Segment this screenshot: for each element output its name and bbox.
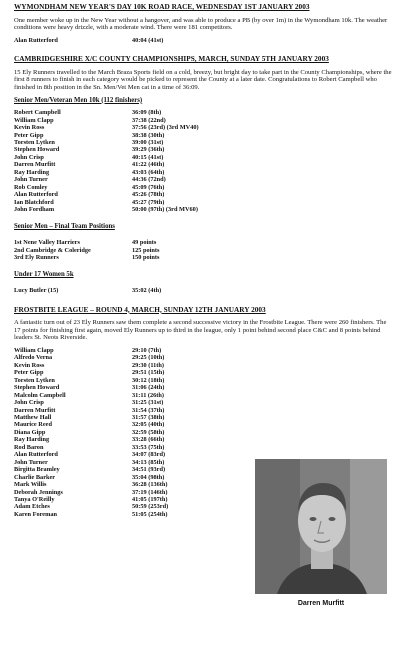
runner-time: 31:06 (24th) <box>132 384 165 392</box>
runner-time: 29:51 (15th) <box>132 369 165 377</box>
runner-name: Alan Rutterford <box>14 451 58 459</box>
runner-name: John Crisp <box>14 399 44 407</box>
runner-name: Darren Murfitt <box>14 406 56 414</box>
result-row <box>14 369 392 376</box>
result-row <box>14 436 392 443</box>
section-title-wymondham: WYMONDHAM NEW YEAR'S DAY 10K ROAD RACE, WEDNESDAY 1ST JANUARY 2003 <box>14 2 310 11</box>
result-row <box>14 399 392 406</box>
section-title-county-xc: CAMBRIDGESHIRE X/C COUNTY CHAMPIONSHIPS, MARCH, SUNDAY 5TH JANUARY 2003 <box>14 54 329 64</box>
runner-name: Torsten Lytken <box>14 376 55 384</box>
result-row <box>14 161 392 168</box>
runner-name: Ray Harding <box>14 168 50 176</box>
result-row <box>14 451 392 458</box>
runner-name: Kevin Ross <box>14 361 45 369</box>
runner-name: Adam Etches <box>14 503 50 511</box>
runner-name: Peter Gipp <box>14 369 44 377</box>
result-row <box>14 407 392 414</box>
runner-time: 125 points <box>132 246 160 254</box>
runner-name: John Turner <box>14 176 48 184</box>
result-row <box>14 414 392 421</box>
runner-name: Lucy Butler (15) <box>14 287 59 295</box>
result-row <box>14 354 392 361</box>
runner-photo-block <box>255 459 387 608</box>
result-row <box>14 139 392 146</box>
runner-time: 31:11 (26th) <box>132 391 165 399</box>
result-row <box>14 254 392 261</box>
runner-time: 45:09 (76th) <box>132 183 165 191</box>
runner-name: Stephen Howard <box>14 384 60 392</box>
result-row <box>14 199 392 206</box>
runner-time: 31:25 (31st) <box>132 399 164 407</box>
runner-time: 34:13 (85th) <box>132 458 165 466</box>
subheading-team-positions: Senior Men – Final Team Positions <box>14 222 115 230</box>
result-row <box>14 384 392 391</box>
result-row <box>14 176 392 183</box>
runner-name: 3rd Ely Runners <box>14 254 59 262</box>
subheading-senior-men: Senior Men/Veteran Men 10k (112 finishers) <box>14 96 143 104</box>
runner-time: 32:59 (58th) <box>132 428 165 436</box>
runner-name: Ian Blatchford <box>14 198 54 206</box>
runner-time: 37:56 (23rd) (3rd MV40) <box>132 124 199 132</box>
results-list-senior <box>14 109 392 213</box>
runner-time: 29:30 (11th) <box>132 361 165 369</box>
newsletter-page <box>14 3 392 518</box>
runner-time: 34:07 (83rd) <box>132 451 166 459</box>
runner-time: 39:00 (31st) <box>132 139 164 147</box>
runner-time: 32:05 (40th) <box>132 421 165 429</box>
runner-time: 29:10 (7th) <box>132 346 162 354</box>
runner-time: 49 points <box>132 239 157 247</box>
result-row <box>14 184 392 191</box>
runner-time: 45:27 (79th) <box>132 198 165 206</box>
runner-name: Robert Campbell <box>14 109 61 117</box>
runner-name: Torsten Lytken <box>14 139 55 147</box>
result-row <box>14 429 392 436</box>
runner-time: 50:00 (97th) (3rd MV60) <box>132 206 198 214</box>
runner-name: Tanya O'Reilly <box>14 495 55 503</box>
runner-name: Darren Murfitt <box>14 161 56 169</box>
runner-time: 39:29 (36th) <box>132 146 165 154</box>
runner-time: 30:12 (18th) <box>132 376 165 384</box>
runner-name: William Clapp <box>14 116 54 124</box>
runner-time: 33:53 (75th) <box>132 443 165 451</box>
section-paragraph-county-xc: 15 Ely Runners travelled to the March Braza Sports field on a cold, breezy, but bright day to take part in the County Championships, where the first 8 runners to finish in each category would be picked to represent the County at a later date. Congratulations to Robert Campbell who finished in 8th position in the Sn. Men/Vet Men cat in a time of 36:09. <box>14 68 392 92</box>
runner-time: 31:57 (38th) <box>132 414 165 421</box>
section-title-frostbite: FROSTBITE LEAGUE – ROUND 4, MARCH, SUNDAY 12TH JANUARY 2003 <box>14 304 266 314</box>
runner-time: 41:22 (46th) <box>132 161 165 169</box>
runner-time: 43:03 (64th) <box>132 168 165 176</box>
runner-name: Alfredo Verna <box>14 354 53 362</box>
result-row <box>14 377 392 384</box>
runner-time: 36:09 (8th) <box>132 109 162 117</box>
result-row <box>14 191 392 198</box>
result-row <box>14 37 392 44</box>
result-row <box>14 132 392 139</box>
result-row <box>14 206 392 213</box>
result-row <box>14 247 392 254</box>
runner-name: Rob Comley <box>14 183 48 191</box>
runner-name: Mark Willis <box>14 481 47 489</box>
result-row <box>14 421 392 428</box>
runner-name: John Turner <box>14 458 48 466</box>
section-paragraph-wymondham: One member woke up in the New Year without a hangover, and was able to produce a PB (by over 1m) in the Wymondham 10k. The weather conditions were heavy drizzle, with a moderate wind. There were 181 competitors. <box>14 16 388 32</box>
runner-name: Deborah Jennings <box>14 488 63 496</box>
runner-name: John Fordham <box>14 206 55 214</box>
runner-name: William Clapp <box>14 346 54 354</box>
result-row <box>14 287 392 294</box>
runner-name: Kevin Ross <box>14 124 45 132</box>
runner-name: Rod Baron <box>14 443 44 451</box>
runner-name: Alan Rutterford <box>14 191 58 199</box>
runner-name: Malcolm Campbell <box>14 391 66 399</box>
result-row <box>14 444 392 451</box>
result-row <box>14 392 392 399</box>
runner-name: Charlie Barker <box>14 473 56 481</box>
result-row <box>14 154 392 161</box>
runner-time: 35:04 (98th) <box>132 473 165 481</box>
result-row <box>14 239 392 246</box>
runner-name: Diana Gipp <box>14 428 46 436</box>
runner-name: Birgitta Bramley <box>14 466 60 474</box>
result-row <box>14 362 392 369</box>
runner-time: 51:05 (254th) <box>132 510 168 518</box>
runner-photo <box>255 459 387 594</box>
runner-time: 38:38 (30th) <box>132 131 165 139</box>
runner-time: 44:36 (72nd) <box>132 176 166 184</box>
runner-time: 45:26 (78th) <box>132 191 165 199</box>
result-row <box>14 117 392 124</box>
runner-time: 35:02 (4th) <box>132 287 162 295</box>
section-paragraph-frostbite: A fantastic turn out of 23 Ely Runners saw them complete a second successive victory in the Frostbite League. There were 260 finishers. The 17 points for finishing first again, moved Ely Runners up to third in the league, only 1 point behind second place C&C and 8 points behind leaders St. Neots Riverside. <box>14 319 387 342</box>
runner-name: Peter Gipp <box>14 131 44 139</box>
runner-time: 36:28 (136th) <box>132 481 168 489</box>
result-row <box>14 146 392 153</box>
runner-name: Karen Foreman <box>14 510 57 518</box>
runner-time: 37:19 (146th) <box>132 488 168 496</box>
runner-time: 41:05 (197th) <box>132 495 168 503</box>
subheading-under17-women: Under 17 Women 5k <box>14 270 74 278</box>
runner-time: 34:51 (93rd) <box>132 466 166 474</box>
runner-time: 50:59 (253rd) <box>132 503 169 511</box>
runner-name: Alan Rutterford <box>14 36 58 44</box>
result-row <box>14 109 392 116</box>
runner-name: Ray Harding <box>14 436 50 444</box>
runner-time: 150 points <box>132 254 160 262</box>
result-row <box>14 169 392 176</box>
runner-name: 1st Nene Valley Harriers <box>14 239 80 247</box>
result-row <box>14 347 392 354</box>
runner-name: John Crisp <box>14 153 44 161</box>
runner-name: Stephen Howard <box>14 146 60 154</box>
runner-name: Maurice Reed <box>14 421 52 429</box>
portrait-illustration <box>255 459 387 594</box>
results-list-teams <box>14 239 392 261</box>
runner-name: Matthew Hall <box>14 414 52 421</box>
result-row <box>14 124 392 131</box>
runner-time: 40:04 (41st) <box>132 36 164 44</box>
runner-time: 31:54 (37th) <box>132 406 165 414</box>
runner-time: 29:25 (10th) <box>132 354 165 362</box>
runner-time: 37:38 (22nd) <box>132 116 166 124</box>
photo-caption: Darren Murfitt <box>297 600 345 607</box>
runner-name: 2nd Cambridge & Coleridge <box>14 246 91 254</box>
runner-time: 33:28 (66th) <box>132 436 165 444</box>
runner-time: 40:15 (41st) <box>132 153 164 161</box>
